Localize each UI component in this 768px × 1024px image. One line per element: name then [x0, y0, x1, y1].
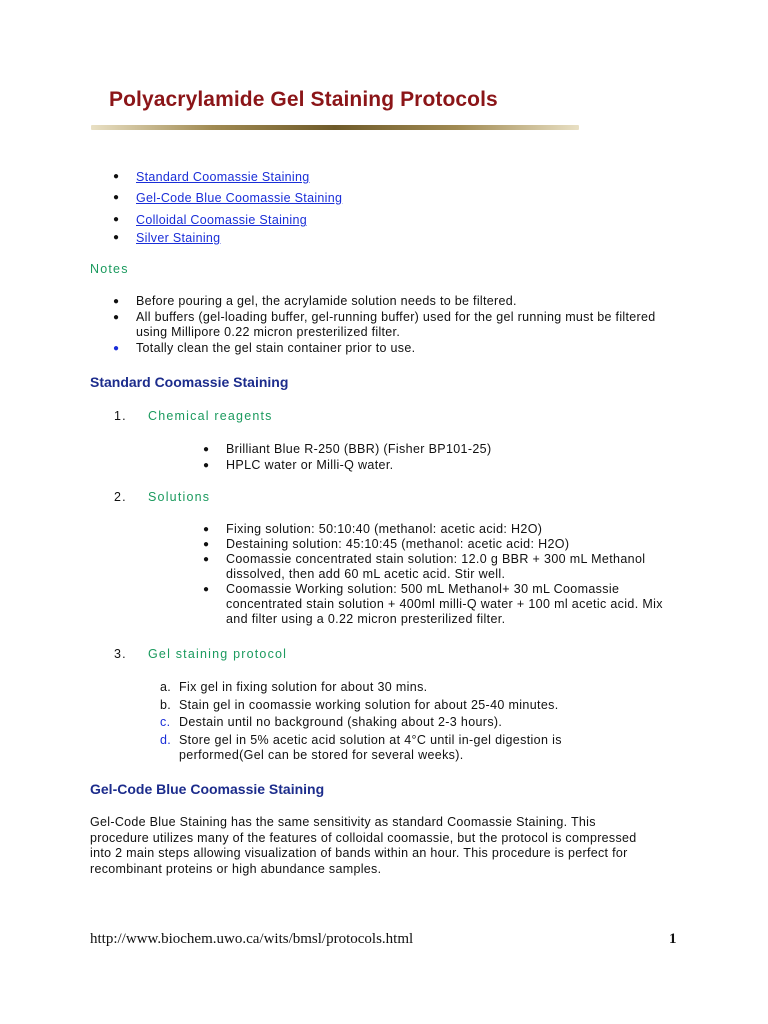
bullet-icon: ● [113, 192, 120, 203]
toc-link-colloidal-coomassie[interactable]: Colloidal Coomassie Staining [136, 213, 307, 227]
toc-link-silver-staining[interactable]: Silver Staining [136, 231, 221, 245]
step-text: Stain gel in coomassie working solution for about 25-40 minutes. [179, 697, 559, 712]
standard-coomassie-heading: Standard Coomassie Staining [90, 374, 289, 390]
list-item [203, 442, 663, 457]
title-divider [91, 125, 579, 130]
step-text: Store gel in 5% acetic acid solution at 4°C until in-gel digestion is performed(Gel can be stored for several weeks). [179, 732, 562, 762]
list-item-text: Coomassie Working solution: 500 mL Methanol+ 30 mL Coomassie concentrated stain solution + 400ml milli-Q water + 100 ml acetic acid. Mix and filter using a 0.22 micron presterilized filter. [226, 582, 663, 626]
bullet-icon: ● [113, 296, 120, 307]
list-item [203, 458, 663, 473]
step-text: Fix gel in fixing solution for about 30 mins. [179, 680, 428, 694]
page-number: 1 [669, 931, 677, 947]
footer-url: http://www.biochem.uwo.ca/wits/bmsl/protocols.html [90, 931, 414, 947]
list-item [203, 537, 663, 552]
gel-code-blue-heading: Gel-Code Blue Coomassie Staining [90, 781, 325, 797]
step-number: 3. [114, 647, 127, 661]
step-number: 2. [114, 490, 127, 504]
bullet-icon: ● [113, 232, 120, 243]
bullet-icon: ● [203, 460, 210, 471]
step-number: 1. [114, 409, 127, 423]
bullet-icon: ● [203, 539, 210, 550]
note-text: Totally clean the gel stain container prior to use. [136, 340, 416, 355]
gel-staining-steps [160, 680, 630, 765]
note-text: Before pouring a gel, the acrylamide solution needs to be filtered. [136, 294, 517, 308]
toc-link-gel-code-blue[interactable]: Gel-Code Blue Coomassie Staining [136, 191, 343, 205]
bullet-icon: ● [113, 342, 120, 354]
list-item [203, 582, 663, 627]
step-letter: c. [160, 715, 171, 729]
notes-list [113, 294, 673, 356]
bullet-icon: ● [113, 214, 120, 225]
page-title: Polyacrylamide Gel Staining Protocols [109, 88, 498, 111]
step-label: Gel staining protocol [148, 647, 288, 661]
bullet-icon: ● [203, 524, 210, 535]
bullet-icon: ● [113, 171, 120, 182]
list-item [203, 522, 663, 537]
note-item [113, 310, 673, 341]
protocol-step [160, 698, 630, 713]
bullet-icon: ● [203, 444, 210, 455]
solutions-list [203, 522, 663, 627]
list-item-text: Coomassie concentrated stain solution: 12.0 g BBR + 300 mL Methanol dissolved, then add 60 mL acetic acid. Stir well. [226, 552, 646, 581]
note-item [113, 341, 673, 357]
note-item [113, 294, 673, 310]
protocol-step [160, 715, 630, 730]
bullet-icon: ● [203, 554, 210, 565]
protocol-step [160, 680, 630, 695]
protocol-step [160, 733, 630, 763]
notes-label: Notes [90, 262, 129, 276]
step-label: Solutions [148, 490, 211, 504]
chemical-reagents-list [203, 442, 663, 473]
gel-code-blue-paragraph: Gel-Code Blue Staining has the same sensitivity as standard Coomassie Staining. This procedure utilizes many of the features of colloidal coomassie, but the protocol is compressed into 2 main steps allowing visualization of bands within an hour. This procedure is perfect for recombinant proteins or high abundance samples. [90, 815, 637, 876]
list-item [203, 552, 663, 582]
note-text: All buffers (gel-loading buffer, gel-running buffer) used for the gel running must be filtered using Millipore 0.22 micron presterilized filter. [136, 309, 656, 339]
step-letter: a. [160, 680, 172, 694]
list-item-text: Brilliant Blue R-250 (BBR) (Fisher BP101-25) [226, 442, 492, 456]
bullet-icon: ● [203, 584, 210, 595]
list-item-text: Fixing solution: 50:10:40 (methanol: acetic acid: H2O) [226, 522, 543, 536]
list-item-text: HPLC water or Milli-Q water. [226, 458, 394, 472]
bullet-icon: ● [113, 311, 120, 323]
toc-link-standard-coomassie[interactable]: Standard Coomassie Staining [136, 170, 310, 184]
step-label: Chemical reagents [148, 409, 273, 423]
step-letter: d. [160, 732, 172, 747]
step-letter: b. [160, 697, 172, 712]
list-item-text: Destaining solution: 45:10:45 (methanol: acetic acid: H2O) [226, 537, 570, 551]
step-text: Destain until no background (shaking about 2-3 hours). [179, 715, 503, 729]
